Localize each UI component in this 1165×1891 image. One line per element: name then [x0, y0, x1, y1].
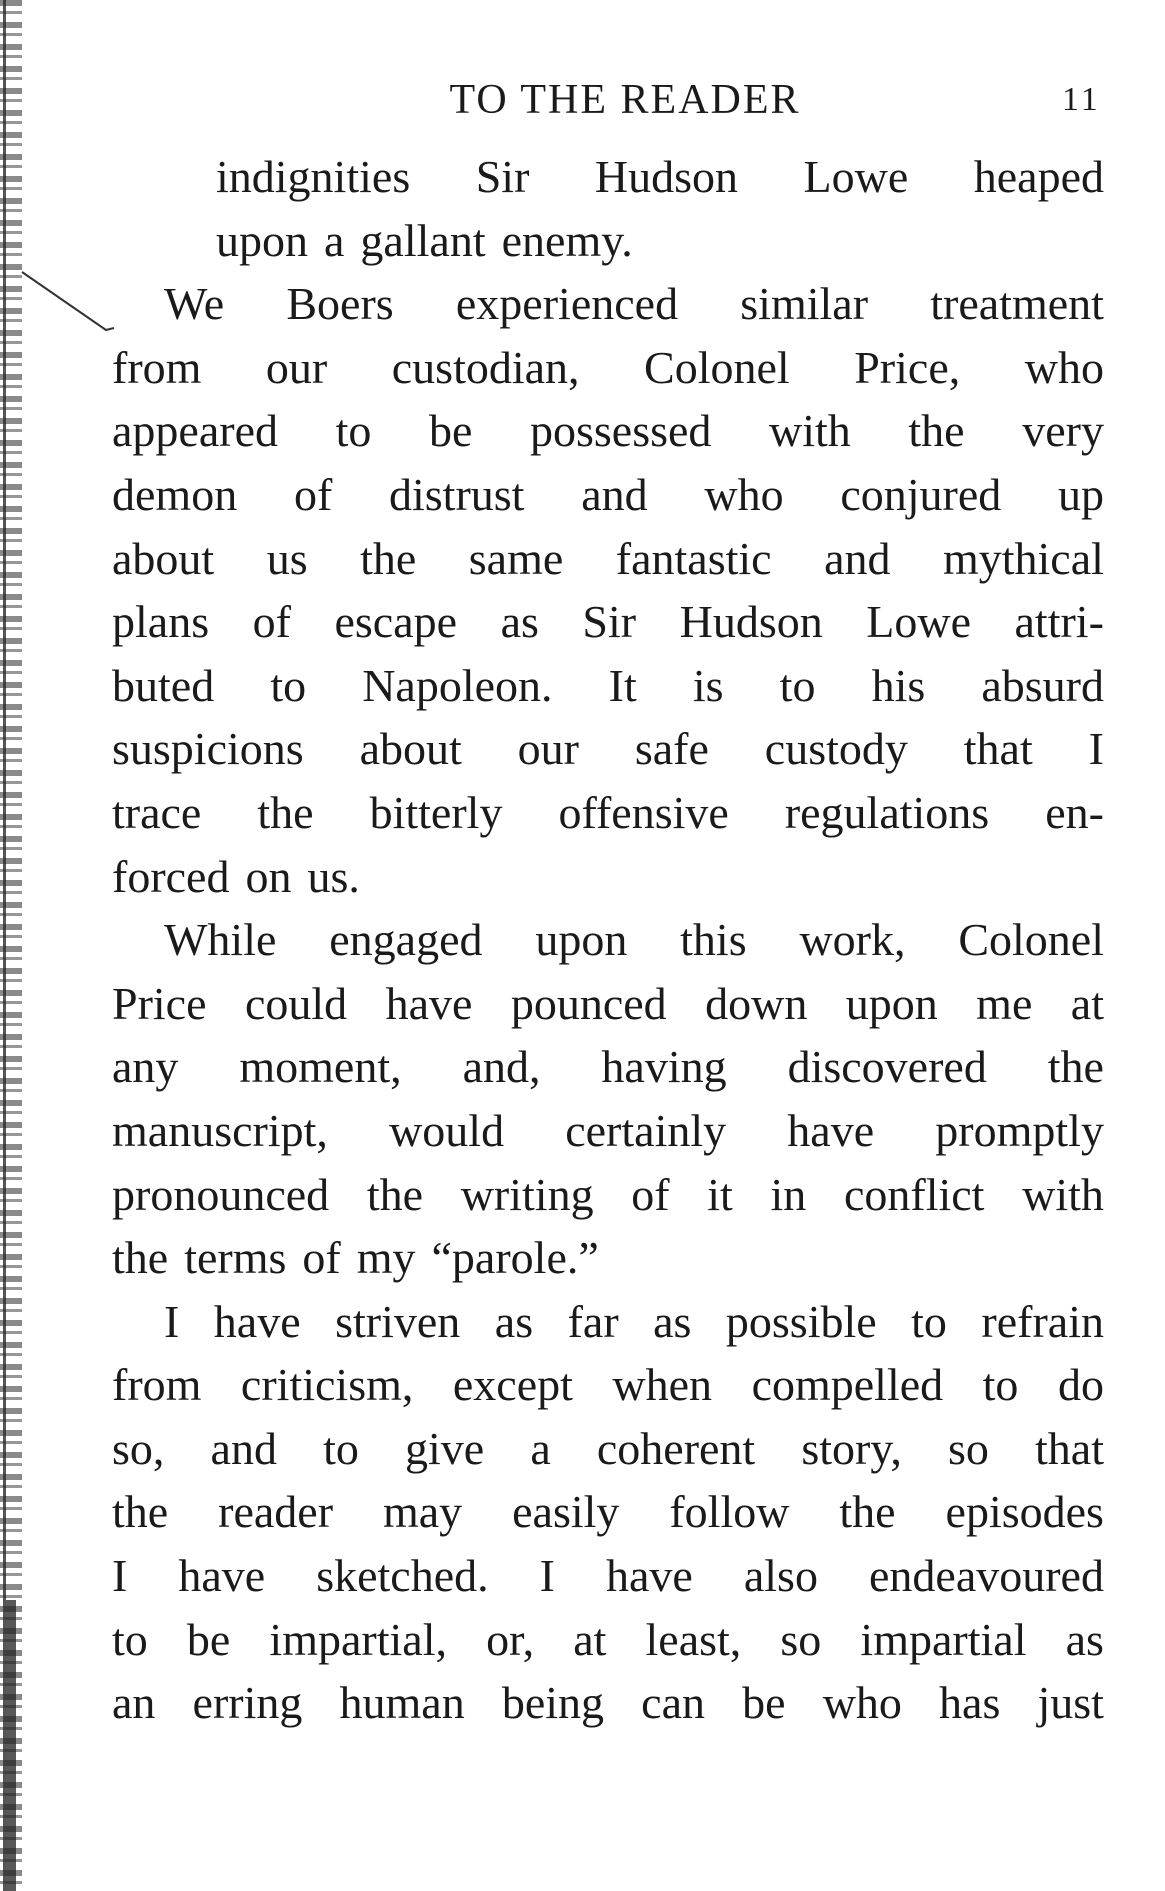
word: also	[743, 1550, 818, 1602]
word: manuscript,	[112, 1104, 328, 1156]
word: and	[210, 1422, 277, 1474]
word: our	[517, 723, 579, 775]
word: who	[822, 1677, 902, 1729]
word: as	[653, 1295, 692, 1347]
word: may	[382, 1486, 463, 1538]
word: just	[1037, 1677, 1104, 1729]
word: bitterly	[369, 786, 503, 838]
word: with	[769, 405, 851, 457]
word: criticism,	[240, 1359, 414, 1411]
text-line	[112, 336, 1104, 400]
word: has	[939, 1677, 1001, 1729]
word: is	[692, 659, 724, 711]
text-line	[112, 145, 1104, 209]
word: as	[500, 596, 539, 648]
word: safe	[634, 723, 709, 775]
text-line	[112, 272, 1104, 336]
word: so,	[112, 1422, 165, 1474]
text-line	[112, 1417, 1104, 1481]
word: very	[1022, 405, 1104, 457]
word: I	[1088, 723, 1104, 775]
text-line	[112, 1353, 1104, 1417]
word: heaped	[973, 151, 1104, 202]
body-text	[112, 145, 1104, 1735]
word: and,	[462, 1041, 541, 1093]
word: Hudson	[594, 151, 739, 202]
word: would	[389, 1104, 505, 1156]
text-line	[112, 908, 1104, 972]
word: the	[1047, 1041, 1104, 1093]
word: pronounced	[112, 1168, 330, 1220]
word: escape	[334, 596, 458, 648]
word: the	[257, 786, 314, 838]
word: moment,	[239, 1041, 402, 1093]
word: enemy.	[501, 214, 633, 266]
word: give	[404, 1422, 485, 1474]
text-line	[112, 1035, 1104, 1099]
word: treatment	[930, 278, 1104, 330]
word: erring	[192, 1677, 303, 1729]
word: my	[356, 1232, 416, 1284]
word: attri-	[1014, 596, 1104, 648]
word: that	[963, 723, 1033, 775]
text-line	[112, 845, 1104, 909]
word: to	[270, 659, 307, 711]
text-line	[112, 590, 1104, 654]
word: us.	[307, 850, 360, 902]
word: conflict	[843, 1168, 985, 1220]
word: conjured	[840, 468, 1002, 520]
running-head: TO THE READER	[449, 77, 801, 123]
word: similar	[740, 278, 869, 330]
word: a	[324, 214, 345, 266]
word: being	[501, 1677, 605, 1729]
word: in	[770, 1168, 807, 1220]
word: Lowe	[866, 596, 971, 648]
word: demon	[112, 468, 238, 520]
word: an	[112, 1677, 156, 1729]
text-line	[112, 781, 1104, 845]
word: We	[164, 278, 225, 330]
word: I	[539, 1550, 555, 1602]
word: having	[601, 1041, 727, 1093]
word: suspicions	[112, 723, 304, 775]
word: can	[641, 1677, 706, 1729]
word: down	[705, 977, 808, 1029]
word: Sir	[475, 151, 530, 202]
word: forced	[112, 850, 230, 902]
word: follow	[669, 1486, 790, 1538]
word: do	[1057, 1359, 1104, 1411]
text-line	[112, 1608, 1104, 1672]
text-line	[112, 209, 1104, 273]
word: as	[494, 1295, 534, 1347]
text-line	[112, 972, 1104, 1036]
word: except	[452, 1359, 573, 1411]
word: impartial	[860, 1613, 1027, 1665]
word: absurd	[981, 659, 1104, 711]
text-line	[112, 1480, 1104, 1544]
word: regulations	[784, 786, 990, 838]
word: have	[213, 1295, 301, 1347]
text-line	[112, 717, 1104, 781]
word: coherent	[596, 1422, 756, 1474]
word: compelled	[751, 1359, 944, 1411]
word: be	[742, 1677, 786, 1729]
word: Hudson	[679, 596, 823, 648]
word: the	[112, 1486, 169, 1538]
word: upon	[845, 977, 938, 1029]
page-number: 11	[1062, 81, 1101, 118]
text-line	[112, 1544, 1104, 1608]
word: least,	[645, 1613, 742, 1665]
word: to	[779, 659, 816, 711]
pencil-mark-icon	[20, 268, 116, 348]
text-line	[112, 463, 1104, 527]
word: the	[908, 405, 965, 457]
word: to	[911, 1295, 947, 1347]
word: me	[976, 977, 1033, 1029]
word: While	[164, 914, 277, 966]
word: to	[982, 1359, 1019, 1411]
word: gallant	[360, 214, 486, 266]
word: have	[787, 1104, 875, 1156]
word: refrain	[981, 1295, 1104, 1347]
text-line	[112, 1290, 1104, 1354]
word: have	[606, 1550, 693, 1602]
word: striven	[335, 1295, 461, 1347]
word: impartial,	[269, 1613, 447, 1665]
word: and	[824, 532, 891, 584]
word: a	[530, 1422, 551, 1474]
word: so	[780, 1613, 822, 1665]
word: Lowe	[803, 151, 909, 202]
page-header	[0, 70, 1165, 130]
word: trace	[112, 786, 202, 838]
word: that	[1035, 1422, 1104, 1474]
word: have	[178, 1550, 266, 1602]
word: his	[871, 659, 926, 711]
word: certainly	[565, 1104, 727, 1156]
word: any	[112, 1041, 179, 1093]
word: from	[112, 341, 202, 393]
text-line	[112, 1226, 1104, 1290]
word: on	[245, 850, 292, 902]
word: en-	[1045, 786, 1104, 838]
word: have	[385, 977, 473, 1029]
word: to	[323, 1422, 359, 1474]
word: upon	[216, 214, 308, 266]
word: “parole.”	[431, 1232, 599, 1284]
word: Sir	[582, 596, 637, 648]
word: with	[1022, 1168, 1104, 1220]
word: about	[112, 532, 215, 584]
word: possible	[725, 1295, 877, 1347]
word: our	[265, 341, 328, 393]
word: Boers	[286, 278, 394, 330]
word: work,	[799, 914, 906, 966]
word: this	[680, 914, 747, 966]
word: fantastic	[615, 532, 772, 584]
word: at	[1070, 977, 1104, 1029]
word: story,	[801, 1422, 902, 1474]
word: sketched.	[316, 1550, 489, 1602]
word: it	[707, 1168, 733, 1220]
word: from	[112, 1359, 202, 1411]
word: same	[468, 532, 564, 584]
word: endeavoured	[868, 1550, 1104, 1602]
word: experienced	[455, 278, 679, 330]
word: the	[839, 1486, 896, 1538]
word: be	[428, 405, 473, 457]
word: and	[581, 468, 648, 520]
word: Price	[112, 977, 207, 1029]
word: of	[631, 1168, 670, 1220]
word: upon	[535, 914, 628, 966]
word: at	[573, 1613, 607, 1665]
word: the	[366, 1168, 424, 1220]
word: so	[947, 1422, 989, 1474]
word: of	[252, 596, 291, 648]
text-line	[112, 1163, 1104, 1227]
word: Colonel	[644, 341, 790, 393]
word: of	[302, 1232, 341, 1284]
word: plans	[112, 596, 210, 648]
word: engaged	[329, 914, 483, 966]
word: reader	[218, 1486, 334, 1538]
word: custodian,	[391, 341, 580, 393]
word: when	[612, 1359, 713, 1411]
word: as	[1065, 1613, 1104, 1665]
word: pounced	[510, 977, 667, 1029]
word: easily	[512, 1486, 620, 1538]
word: I	[164, 1295, 180, 1347]
word: Price,	[854, 341, 961, 393]
text-line	[112, 654, 1104, 718]
word: episodes	[945, 1486, 1104, 1538]
binding-shadow	[6, 1600, 16, 1891]
word: the	[112, 1232, 169, 1284]
text-line	[112, 1099, 1104, 1163]
word: or,	[486, 1613, 535, 1665]
word: about	[359, 723, 462, 775]
word: buted	[112, 659, 215, 711]
word: offensive	[558, 786, 729, 838]
word: I	[112, 1550, 128, 1602]
word: appeared	[112, 405, 278, 457]
word: It	[608, 659, 637, 711]
word: human	[339, 1677, 465, 1729]
word: possessed	[529, 405, 712, 457]
word: far	[567, 1295, 619, 1347]
word: the	[360, 532, 417, 584]
word: of	[293, 468, 333, 520]
word: who	[1024, 341, 1104, 393]
word: indignities	[216, 151, 411, 202]
text-line	[112, 1671, 1104, 1735]
word: Napoleon.	[362, 659, 553, 711]
word: distrust	[389, 468, 525, 520]
word: promptly	[935, 1104, 1104, 1156]
word: terms	[184, 1232, 287, 1284]
word: be	[186, 1613, 231, 1665]
word: to	[112, 1613, 148, 1665]
word: custody	[764, 723, 908, 775]
word: could	[244, 977, 348, 1029]
word: Colonel	[958, 914, 1104, 966]
word: to	[335, 405, 372, 457]
word: up	[1058, 468, 1104, 520]
word: us	[266, 532, 308, 584]
word: writing	[460, 1168, 594, 1220]
word: who	[704, 468, 784, 520]
text-line	[112, 527, 1104, 591]
text-line	[112, 399, 1104, 463]
word: mythical	[942, 532, 1104, 584]
word: discovered	[787, 1041, 987, 1093]
